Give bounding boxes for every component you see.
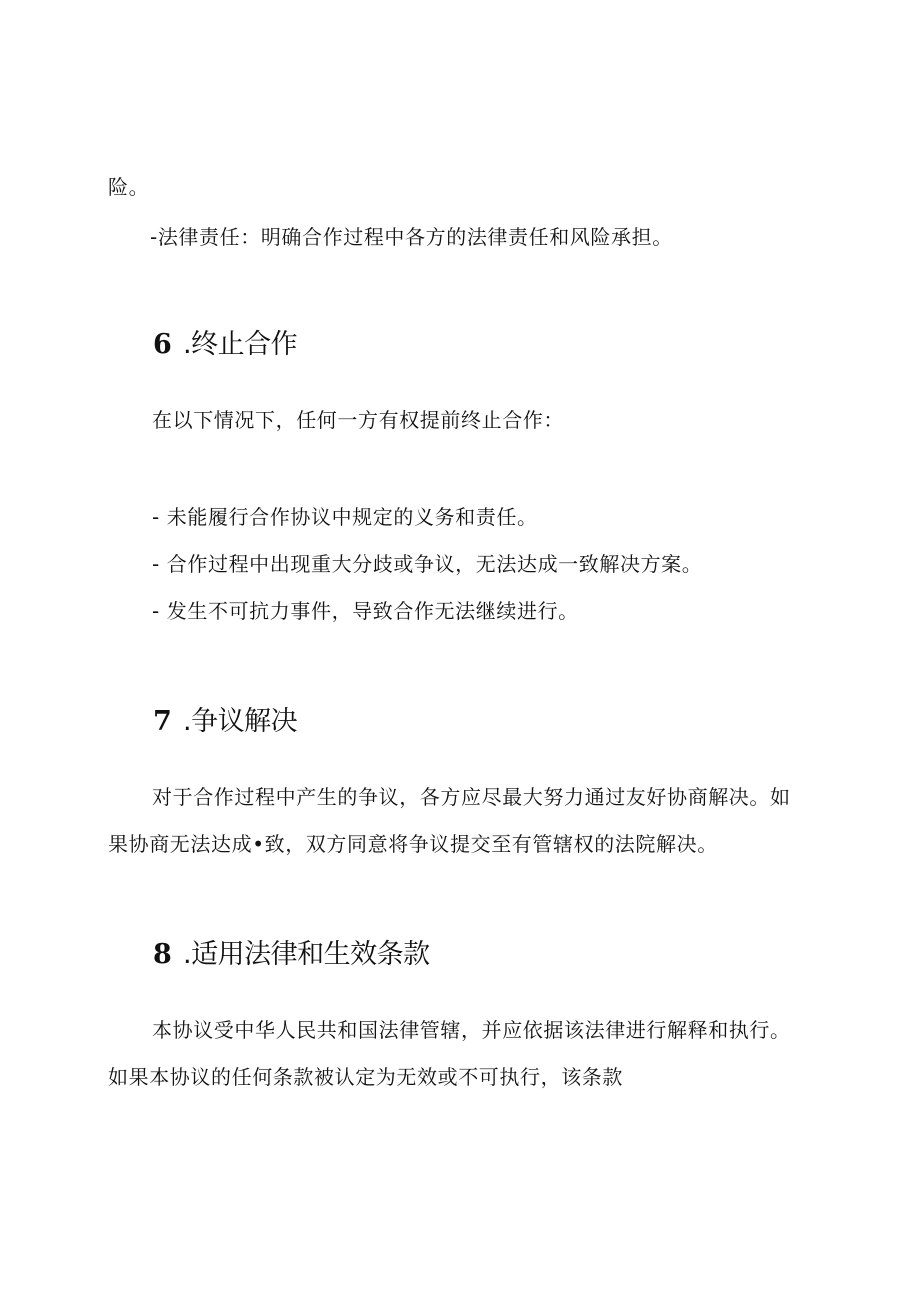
section-7-paragraph-line-1: 对于合作过程中产生的争议，各方应尽最大努力通过友好协商解决。如 xyxy=(152,785,791,809)
section-6-heading xyxy=(153,328,297,362)
intro-legal-liability-item: -法律责任：明确合作过程中各方的法律责任和风险承担。 xyxy=(150,225,673,249)
list-item: - 未能履行合作协议中规定的义务和责任。 xyxy=(152,505,538,529)
list-item: - 合作过程中出现重大分歧或争议，无法达成一致解决方案。 xyxy=(152,552,703,576)
section-8-paragraph-line-2: 如果本协议的任何条款被认定为无效或不可执行，该条款 xyxy=(108,1065,623,1089)
section-8-heading xyxy=(153,938,430,972)
section-8-paragraph-line-1: 本协议受中华人民共和国法律管辖，并应依据该法律进行解释和执行。 xyxy=(152,1018,791,1042)
section-6-title: .终止合作 xyxy=(183,329,298,360)
section-8-title: .适用法律和生效条款 xyxy=(183,939,430,970)
section-8-number: 8 xyxy=(153,939,172,970)
section-6-lead: 在以下情况下，任何一方有权提前终止合作： xyxy=(152,408,564,432)
section-7-number: 7 xyxy=(153,706,172,737)
intro-continuation-text: 险。 xyxy=(108,175,150,199)
section-7-heading xyxy=(153,705,297,739)
section-7-title: .争议解决 xyxy=(183,706,298,737)
list-item: - 发生不可抗力事件，导致合作无法继续进行。 xyxy=(152,599,579,623)
section-6-number: 6 xyxy=(153,329,172,360)
section-7-paragraph-line-2: 果协商无法达成•致，双方同意将争议提交至有管辖权的法院解决。 xyxy=(108,832,718,856)
